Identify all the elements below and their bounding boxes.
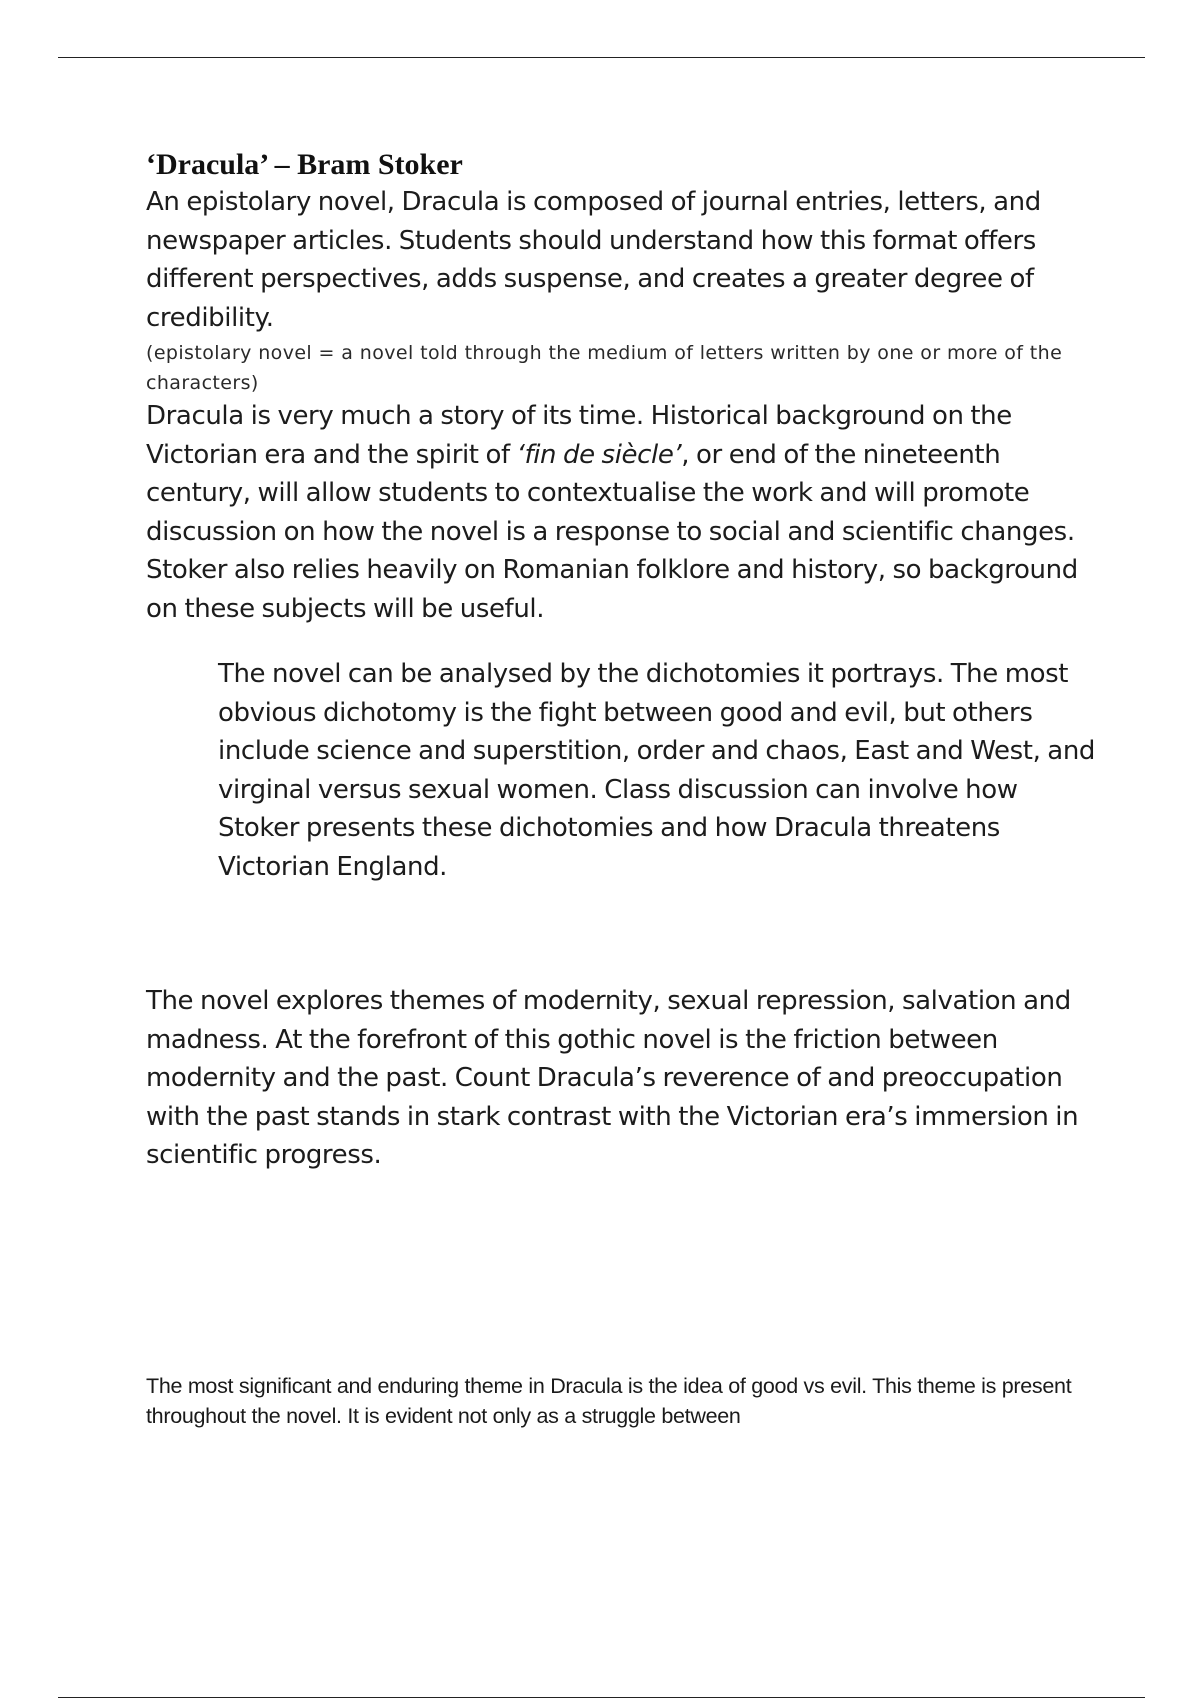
context-paragraph <box>146 397 1101 628</box>
intro-paragraph: An epistolary novel, Dracula is composed of journal entries, letters, and newspaper articles. Students should understand how this format offers different perspectives, adds suspense, and creates a greater degree of credibility. <box>146 187 1041 333</box>
good-vs-evil-paragraph: The most significant and enduring theme in Dracula is the idea of good vs evil. This theme is present throughout the novel. It is evident not only as a struggle between <box>146 1374 1072 1428</box>
dichotomies-paragraph: The novel can be analysed by the dichotomies it portrays. The most obvious dichotomy is the fight between good and evil, but others include science and superstition, order and chaos, East and West, and virginal versus sexual women. Class discussion can involve how Stoker presents these dichotomies and how Dracula threatens Victorian England. <box>218 659 1096 882</box>
definition-note: (epistolary novel = a novel told through the medium of letters written by one or more of the characters) <box>146 342 1063 394</box>
top-rule <box>58 57 1145 58</box>
context-text-start: Dracula is very much a story of its time. Historical background on the Victorian era and the spirit of <box>146 401 1012 470</box>
context-text-end: , or end of the nineteenth century, will allow students to contextualise the work and will promote discussion on how the novel is a response to social and scientific changes. Stoker also relies heavily on Romanian folklore and history, so background on these subjects will be useful. <box>146 439 1078 624</box>
fin-de-siecle-term: ‘fin de siècle’ <box>516 439 682 470</box>
themes-paragraph: The novel explores themes of modernity, sexual repression, salvation and madness. At the forefront of this gothic novel is the friction between modernity and the past. Count Dracula’s reverence of and preoccupation with the past stands in stark contrast with the Victorian era’s immersion in scientific progress. <box>146 986 1079 1170</box>
bottom-rule <box>58 1697 1145 1698</box>
page-title: ‘Dracula’ – Bram Stoker <box>146 148 463 181</box>
